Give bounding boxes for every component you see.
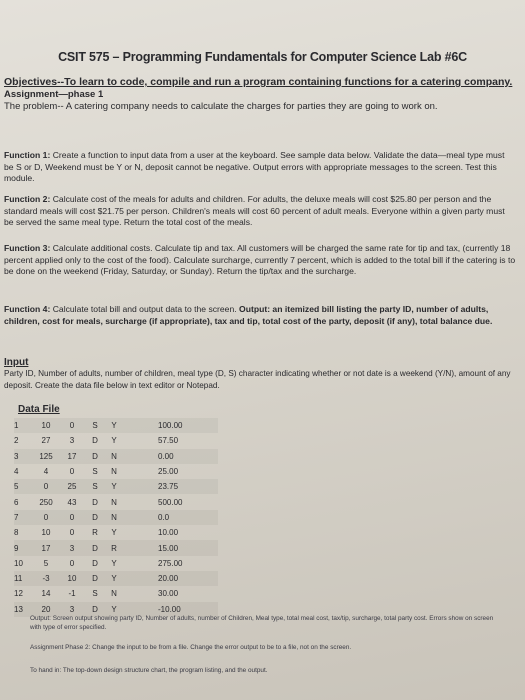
table-row [14, 464, 218, 479]
table-cell: 2 [14, 436, 19, 446]
table-cell: S [92, 482, 98, 492]
table-cell: S [92, 589, 98, 599]
table-cell: 15.00 [158, 543, 179, 553]
table-cell: D [92, 543, 98, 553]
table-spacer [122, 571, 158, 586]
function-1-text: Create a function to input data from a user at the keyboard. See sample data below. Validate the data—meal type must be S or D, Weekend must be Y or N, deposit cannot be negative. Output errors with appropriate messages to the screen. Test this module. [4, 150, 505, 183]
table-cell: -1 [68, 589, 76, 599]
table-cell: N [111, 589, 117, 599]
table-cell: 0 [43, 482, 49, 492]
table-cell: 6 [14, 497, 19, 507]
table-cell: -10.00 [158, 604, 181, 614]
table-cell: R [111, 543, 117, 553]
table-cell: 11 [14, 574, 23, 584]
table-cell: 13 [14, 604, 23, 614]
function-4-label: Function 4: [4, 304, 51, 314]
table-cell: D [92, 436, 98, 446]
table-cell: 43 [67, 497, 77, 507]
function-4-text: Calculate total bill and output data to the screen. [52, 304, 237, 314]
table-cell: 0 [69, 421, 75, 431]
table-cell: 17 [67, 451, 77, 461]
output-note: Output: Screen output showing party ID, Number of adults, number of Children, Meal type, total meal cost, tax/tip, surcharge, total party cost. Errors show on screen with type of error specified. [30, 615, 494, 631]
table-cell: N [111, 497, 117, 507]
table-cell: 500.00 [158, 497, 183, 507]
table-spacer [122, 449, 158, 464]
data-file-heading: Data File [18, 404, 60, 415]
table-cell: D [92, 497, 98, 507]
table-cell: 0 [69, 512, 75, 522]
table-cell: 0 [69, 558, 75, 568]
table-cell: 3 [69, 543, 75, 553]
table-cell: 20.00 [158, 574, 179, 584]
table-cell: -3 [42, 574, 50, 584]
table-cell: 27 [41, 436, 51, 446]
table-spacer [122, 464, 158, 479]
table-row [14, 556, 218, 571]
table-cell: 0.00 [158, 451, 174, 461]
table-row [14, 494, 218, 509]
table-cell: Y [111, 604, 117, 614]
objectives-line: Objectives--To learn to code, compile and run a program containing functions for a catering company. [4, 76, 513, 88]
table-cell: D [92, 574, 98, 584]
table-cell: 23.75 [158, 482, 179, 492]
table-cell: S [92, 467, 98, 477]
table-cell: 7 [14, 512, 19, 522]
function-2-text: Calculate cost of the meals for adults and children. For adults, the deluxe meals will cost $25.80 per person and the standard meals will cost $21.75 per person. Children's meals will cost 60 percent of adult meals. Everyone within a given party must be served the same meal type. Return the total cost of the meals. [4, 194, 505, 227]
table-cell: N [111, 451, 117, 461]
table-cell: 0 [43, 512, 49, 522]
table-spacer [122, 586, 158, 601]
table-cell: 30.00 [158, 589, 179, 599]
function-1-label: Function 1: [4, 150, 51, 160]
table-cell: Y [111, 528, 117, 538]
table-cell: 17 [41, 543, 51, 553]
table-cell: D [92, 451, 98, 461]
table-cell: 0 [69, 528, 75, 538]
table-cell: 1 [14, 421, 19, 431]
table-cell: Y [111, 482, 117, 492]
table-cell: 0.0 [158, 512, 170, 522]
table-cell: 9 [14, 543, 19, 553]
table-row [14, 479, 218, 494]
table-cell: 3 [69, 436, 75, 446]
table-row [14, 433, 218, 448]
problem-statement: The problem-- A catering company needs to calculate the charges for parties they are going to work on. [4, 101, 438, 112]
assignment-phase-1: Assignment—phase 1 [4, 89, 104, 100]
table-cell: 25.00 [158, 467, 179, 477]
table-cell: 0 [69, 467, 75, 477]
function-4-paragraph [4, 304, 516, 327]
table-cell: 10 [14, 558, 23, 568]
table-row [14, 510, 218, 525]
table-row [14, 418, 218, 433]
function-1-paragraph [4, 150, 516, 185]
table-cell: 3 [14, 451, 19, 461]
table-cell: R [92, 528, 98, 538]
table-row [14, 540, 218, 555]
table-cell: 4 [43, 467, 49, 477]
table-cell: 100.00 [158, 421, 183, 431]
table-cell: 125 [39, 451, 53, 461]
table-cell: Y [111, 558, 117, 568]
function-4-output-spec: Output: an itemized bill listing the party ID, number of adults, children, cost for meals, surcharge (if appropriate), tax and tip, total cost of the party, deposit (if any), total balance due. [4, 304, 493, 326]
input-heading: Input [4, 357, 29, 368]
page-title: CSIT 575 – Programming Fundamentals for Computer Science Lab #6C [58, 50, 467, 64]
table-cell: N [111, 467, 117, 477]
table-cell: 10 [67, 574, 77, 584]
function-2-label: Function 2: [4, 194, 51, 204]
data-file-table [14, 418, 218, 617]
function-3-paragraph [4, 243, 516, 278]
table-cell: 57.50 [158, 436, 179, 446]
table-spacer [122, 418, 158, 433]
table-cell: 5 [14, 482, 19, 492]
input-description: Party ID, Number of adults, number of children, meal type (D, S) character indicating whether or not date is a weekend (Y/N), amount of any deposit. Create the data file below in text editor or Notepad. [4, 369, 511, 390]
table-cell: 10 [41, 528, 51, 538]
table-cell: 10 [41, 421, 51, 431]
table-cell: Y [111, 436, 117, 446]
table-cell: 4 [14, 467, 19, 477]
table-spacer [122, 479, 158, 494]
table-cell: 8 [14, 528, 19, 538]
table-cell: 250 [39, 497, 53, 507]
function-3-label: Function 3: [4, 243, 51, 253]
table-cell: Y [111, 574, 117, 584]
function-3-text: Calculate additional costs. Calculate tip and tax. All customers will be charged the same rate for tip and tax, (currently 18 percent applied only to the cost of the food). Calculate surcharge, currently 7 percent, which is added to the total bill if the catering is to be done on the weekend (Friday, Saturday, or Sunday). Return the tip/tax and the surcharge. [4, 243, 516, 276]
table-row [14, 586, 218, 601]
table-cell: Y [111, 421, 117, 431]
table-spacer [122, 540, 158, 555]
table-cell: N [111, 512, 117, 522]
table-cell: D [92, 604, 98, 614]
phase-2-note: Assignment Phase 2: Change the input to be from a file. Change the error output to be to a file, not on the screen. [30, 644, 352, 651]
table-cell: 12 [14, 589, 23, 599]
table-row [14, 571, 218, 586]
table-cell: D [92, 512, 98, 522]
table-cell: 25 [67, 482, 77, 492]
hand-in-note: To hand in: The top-down design structure chart, the program listing, and the output. [30, 667, 268, 674]
table-cell: 275.00 [158, 558, 183, 568]
table-cell: 10.00 [158, 528, 179, 538]
table-cell: 5 [43, 558, 49, 568]
table-spacer [122, 510, 158, 525]
table-cell: S [92, 421, 98, 431]
table-cell: 14 [41, 589, 51, 599]
table-row [14, 449, 218, 464]
table-spacer [122, 525, 158, 540]
table-cell: 20 [41, 604, 51, 614]
table-spacer [122, 556, 158, 571]
function-2-paragraph [4, 194, 516, 229]
table-row [14, 525, 218, 540]
table-cell: 3 [69, 604, 75, 614]
table-spacer [122, 433, 158, 448]
table-cell: D [92, 558, 98, 568]
table-spacer [122, 494, 158, 509]
